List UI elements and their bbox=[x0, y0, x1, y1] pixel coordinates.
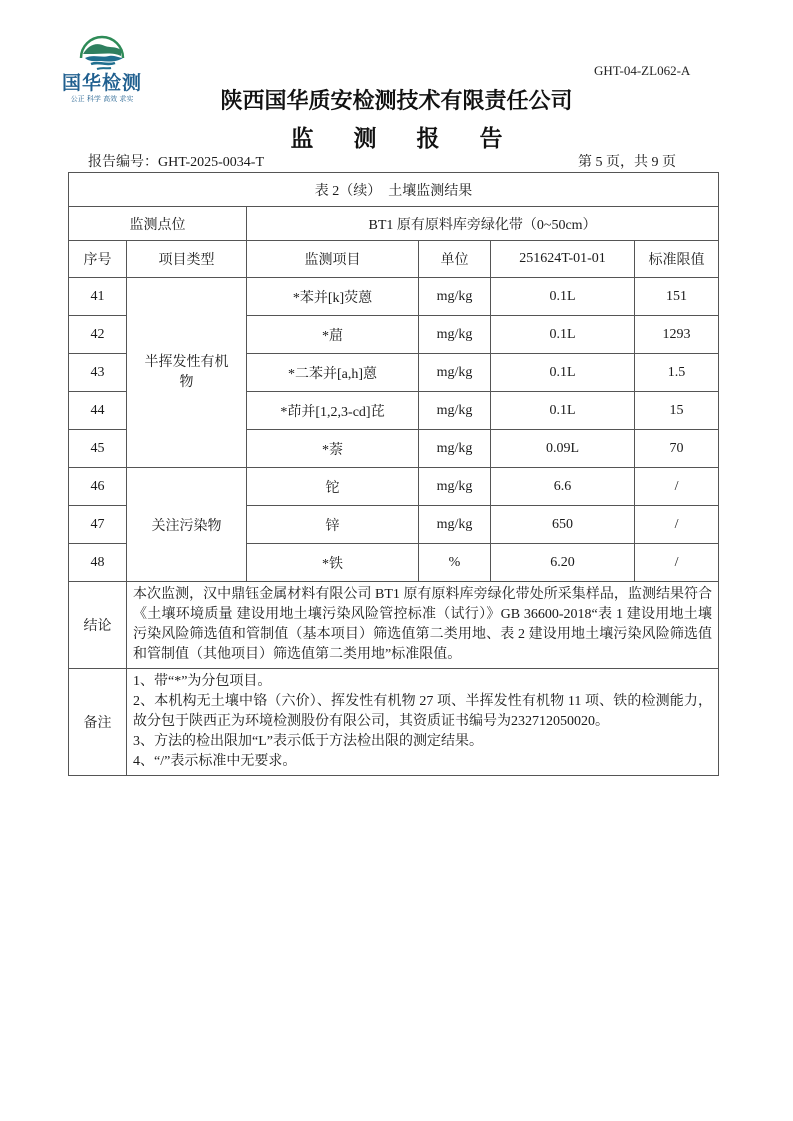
report-number: 报告编号：GHT-2025-0034-T bbox=[88, 155, 265, 170]
remark-item: 4、“/”表示标准中无要求。 bbox=[133, 754, 297, 769]
logo-slogan: 公正 科学 高效 求实 bbox=[70, 95, 134, 103]
item-result: 6.20 bbox=[491, 544, 635, 582]
item-name: 铊 bbox=[247, 468, 419, 506]
remarks-row bbox=[69, 669, 719, 776]
item-limit: 1293 bbox=[635, 316, 719, 354]
item-result: 0.1L bbox=[491, 354, 635, 392]
page-indicator: 第 5 页，共 9 页 bbox=[578, 155, 676, 170]
table-header-row bbox=[69, 241, 719, 278]
item-unit: mg/kg bbox=[419, 316, 491, 354]
item-limit: / bbox=[635, 506, 719, 544]
row-number: 42 bbox=[69, 316, 127, 354]
remarks-cell bbox=[127, 669, 719, 776]
monitoring-point-value: BT1 原有原料库旁绿化带（0~50cm） bbox=[247, 207, 719, 241]
item-unit: mg/kg bbox=[419, 506, 491, 544]
item-limit: 70 bbox=[635, 430, 719, 468]
conclusion-label: 结论 bbox=[69, 582, 127, 669]
column-header: 单位 bbox=[419, 241, 491, 278]
row-number: 48 bbox=[69, 544, 127, 582]
monitoring-point-label: 监测点位 bbox=[69, 207, 247, 241]
column-header: 标准限值 bbox=[635, 241, 719, 278]
conclusion-row bbox=[69, 582, 719, 669]
item-limit: / bbox=[635, 468, 719, 506]
item-limit: 15 bbox=[635, 392, 719, 430]
soil-results-table bbox=[68, 172, 719, 776]
item-name: *二苯并[a,h]蒽 bbox=[247, 354, 419, 392]
remarks-label: 备注 bbox=[69, 669, 127, 776]
item-result: 650 bbox=[491, 506, 635, 544]
table-caption: 表 2（续） 土壤监测结果 bbox=[69, 173, 719, 207]
company-name: 陕西国华质安检测技术有限责任公司 bbox=[220, 89, 573, 114]
column-header: 251624T-01-01 bbox=[491, 241, 635, 278]
item-name: 锌 bbox=[247, 506, 419, 544]
row-number: 46 bbox=[69, 468, 127, 506]
column-header: 序号 bbox=[69, 241, 127, 278]
table-row bbox=[69, 278, 719, 316]
logo-emblem-icon bbox=[75, 28, 129, 72]
item-result: 0.1L bbox=[491, 316, 635, 354]
table-row bbox=[69, 468, 719, 506]
item-result: 0.09L bbox=[491, 430, 635, 468]
column-header: 监测项目 bbox=[247, 241, 419, 278]
item-result: 6.6 bbox=[491, 468, 635, 506]
remark-item: 3、方法的检出限加“L”表示低于方法检出限的测定结果。 bbox=[133, 734, 483, 749]
item-unit: mg/kg bbox=[419, 354, 491, 392]
item-limit: / bbox=[635, 544, 719, 582]
item-name: *苯并[k]荧蒽 bbox=[247, 278, 419, 316]
row-number: 45 bbox=[69, 430, 127, 468]
item-name: *䓛 bbox=[247, 316, 419, 354]
item-limit: 151 bbox=[635, 278, 719, 316]
item-unit: mg/kg bbox=[419, 430, 491, 468]
item-limit: 1.5 bbox=[635, 354, 719, 392]
item-unit: % bbox=[419, 544, 491, 582]
item-name: *茚并[1,2,3-cd]芘 bbox=[247, 392, 419, 430]
logo-name: 国华检测 bbox=[62, 72, 143, 94]
item-unit: mg/kg bbox=[419, 392, 491, 430]
remark-item: 2、本机构无土壤中铬（六价）、挥发性有机物 27 项、半挥发性有机物 11 项、铁的检测能力，故分包于陕西正为环境检测股份有限公司，其资质证书编号为232712050020。 bbox=[133, 694, 713, 729]
item-result: 0.1L bbox=[491, 278, 635, 316]
row-number: 47 bbox=[69, 506, 127, 544]
form-code: GHT-04-ZL062-A bbox=[594, 63, 691, 78]
item-type: 半挥发性有机物 bbox=[127, 278, 247, 468]
row-number: 44 bbox=[69, 392, 127, 430]
row-number: 41 bbox=[69, 278, 127, 316]
report-title: 监 测 报 告 bbox=[290, 126, 519, 152]
item-unit: mg/kg bbox=[419, 468, 491, 506]
row-number: 43 bbox=[69, 354, 127, 392]
conclusion-text: 本次监测，汉中鼎钰金属材料有限公司 BT1 原有原料库旁绿化带处所采集样品，监测结果符合《土壤环境质量 建设用地土壤污染风险管控标准（试行）》GB 36600-2018“表 1 建设用地土壤污染风险筛选值和管制值（基本项目）筛选值第二类用地、表 2 建设用地土壤污染风险筛选值和管制值（其他项目）筛选值第二类用地”标准限值。 bbox=[133, 587, 713, 662]
item-name: *铁 bbox=[247, 544, 419, 582]
item-result: 0.1L bbox=[491, 392, 635, 430]
conclusion-cell bbox=[127, 582, 719, 669]
item-type: 关注污染物 bbox=[127, 468, 247, 582]
item-name: *萘 bbox=[247, 430, 419, 468]
column-header: 项目类型 bbox=[127, 241, 247, 278]
remark-item: 1、带“*”为分包项目。 bbox=[133, 674, 272, 689]
item-unit: mg/kg bbox=[419, 278, 491, 316]
